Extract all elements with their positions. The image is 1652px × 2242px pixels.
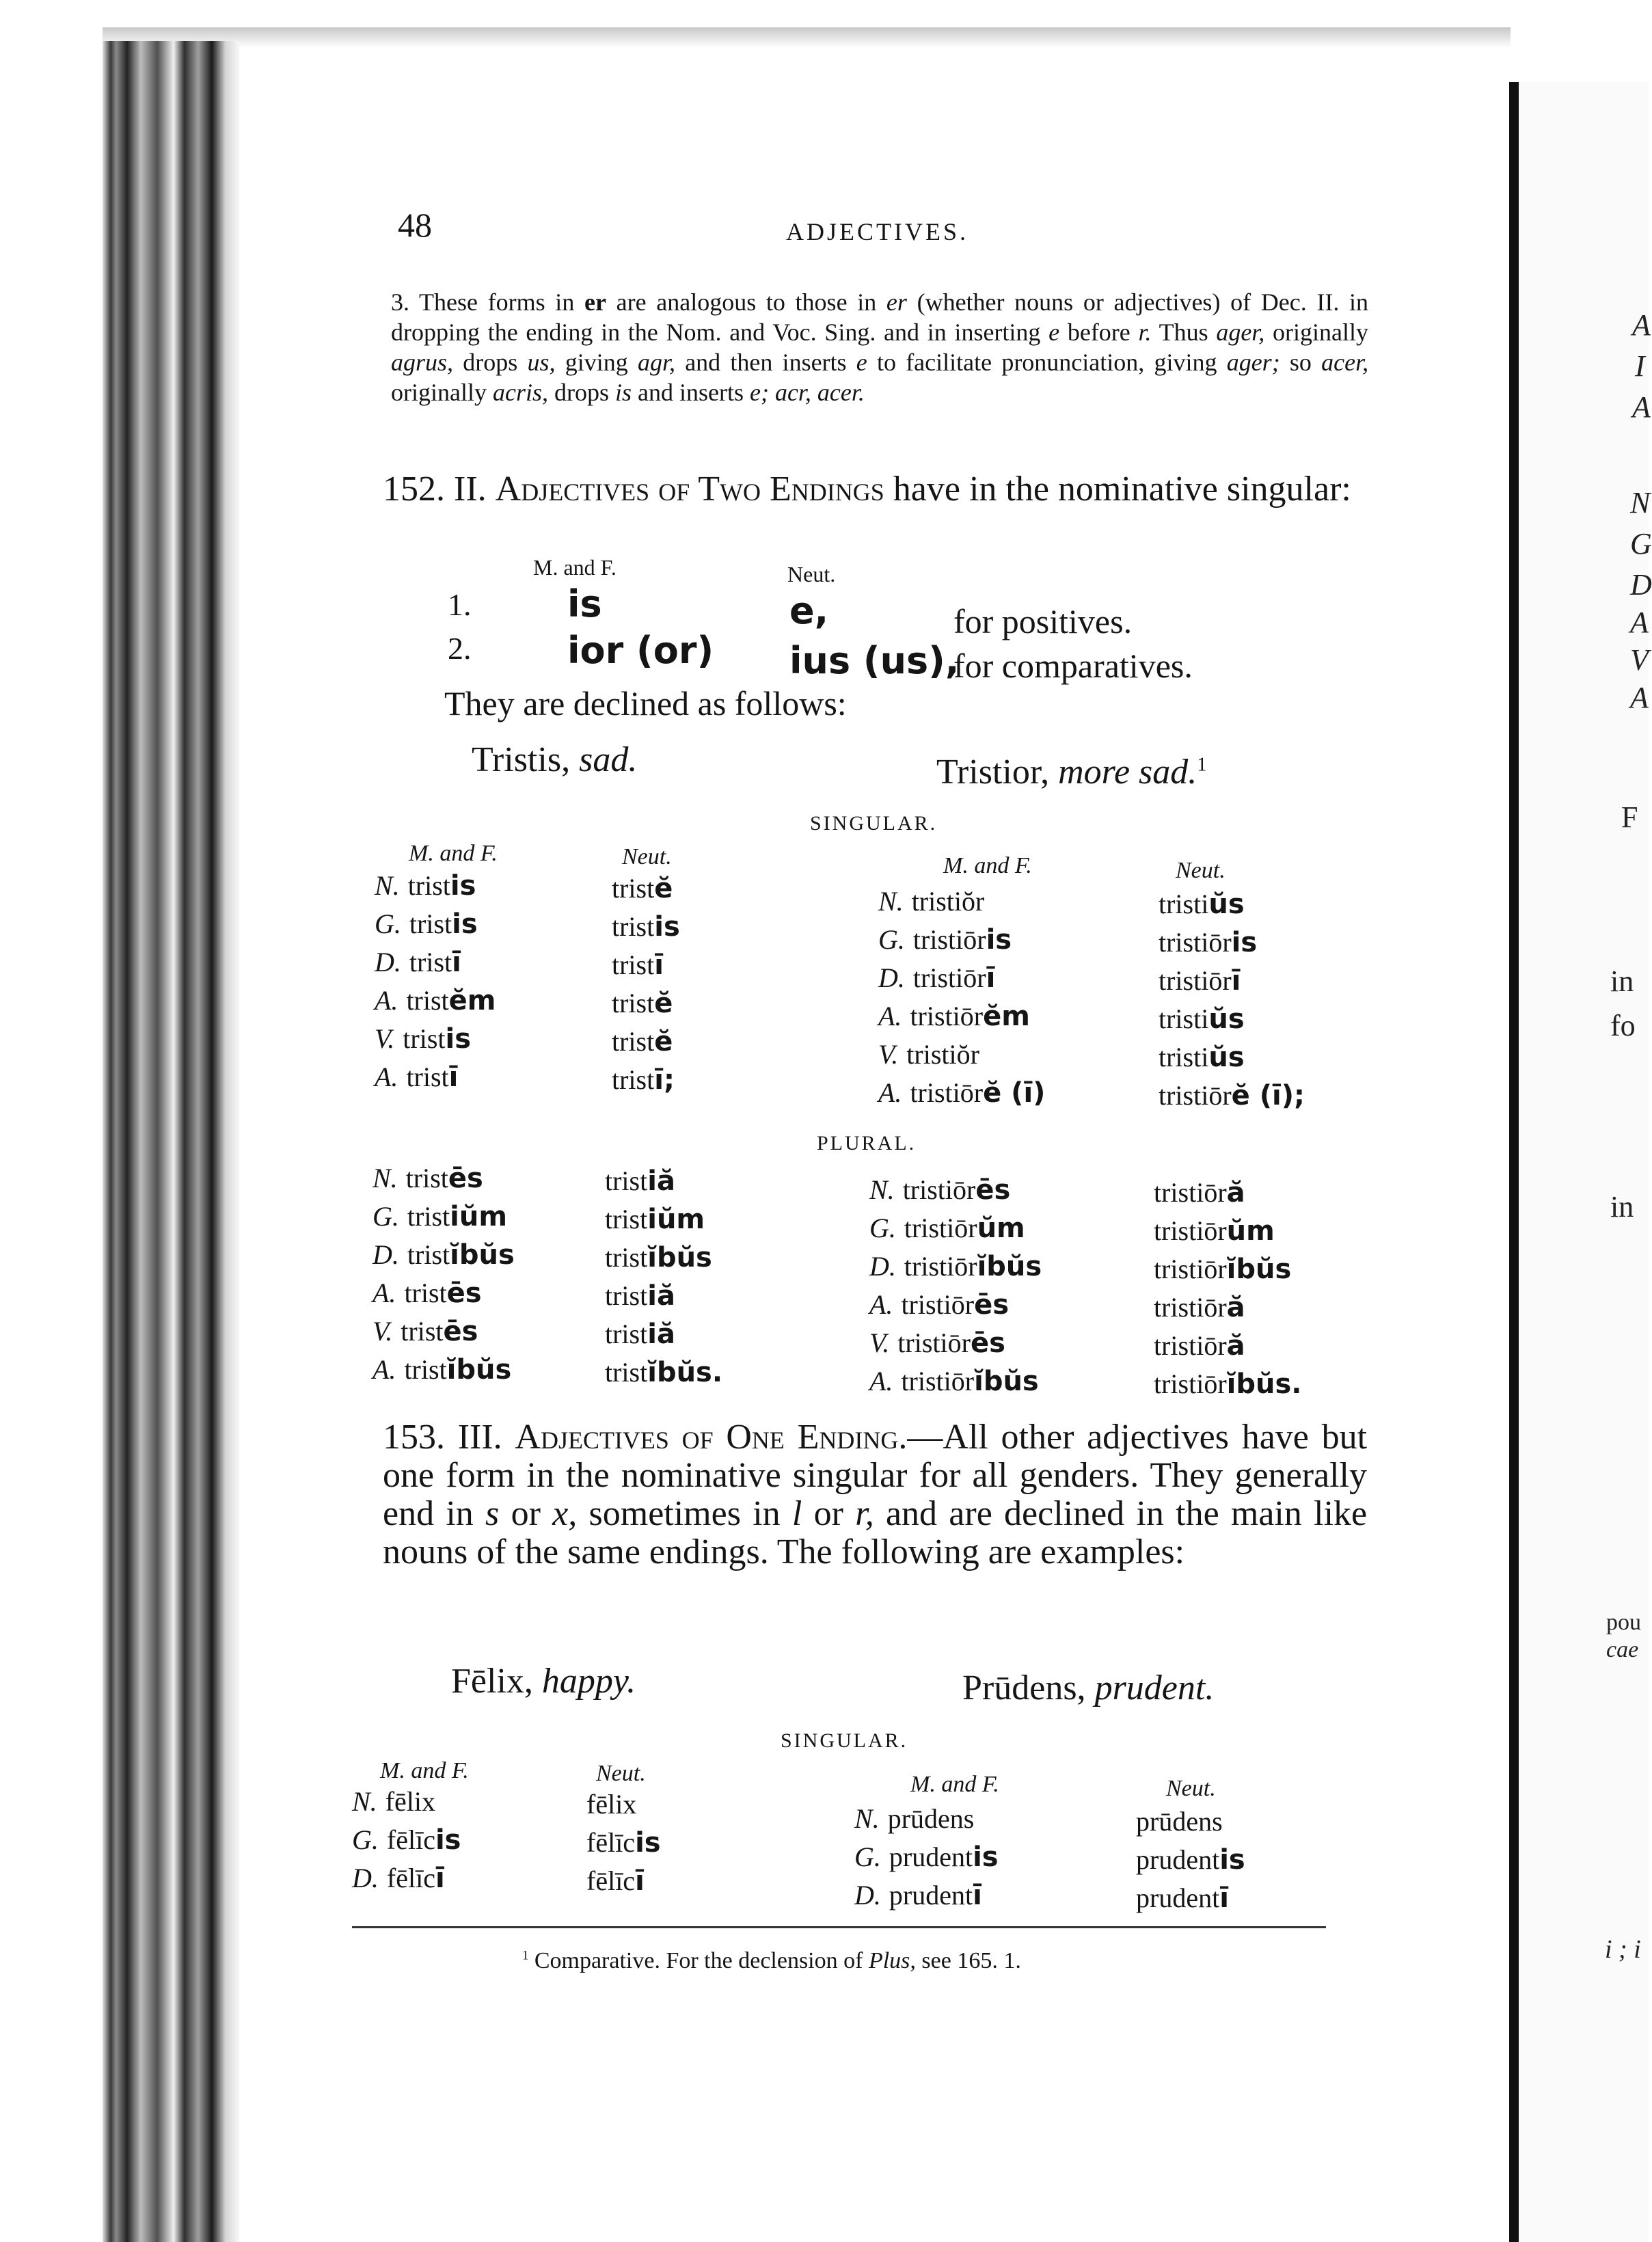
form-stem: tristiōr bbox=[1154, 1215, 1227, 1246]
form-ending: is bbox=[435, 1824, 461, 1856]
declension-form-neut bbox=[612, 1025, 673, 1057]
ending-neut: ius (us), bbox=[789, 639, 960, 682]
facing-page-fragment: V bbox=[1630, 643, 1649, 677]
form-ending: ĭbŭs bbox=[647, 1242, 712, 1273]
form-ending: iă bbox=[647, 1280, 675, 1312]
declension-form-neut bbox=[605, 1241, 712, 1273]
case-label: N. bbox=[375, 870, 400, 901]
book-binding bbox=[103, 41, 239, 2242]
form-stem: trist bbox=[605, 1165, 648, 1196]
form-ending: ēs bbox=[974, 1289, 1010, 1321]
declension-form-mf bbox=[375, 1061, 458, 1093]
form-stem: trist bbox=[407, 1239, 450, 1270]
form-stem: prūdens bbox=[1136, 1806, 1223, 1837]
form-stem: tristiŏr bbox=[911, 886, 985, 917]
declension-form-mf bbox=[352, 1785, 435, 1818]
form-ending: ĕm bbox=[448, 985, 496, 1016]
form-stem: trist bbox=[409, 947, 452, 977]
col-header-neut: Neut. bbox=[622, 844, 672, 869]
form-ending: ī bbox=[1231, 965, 1241, 997]
form-stem: tristi bbox=[1159, 1042, 1209, 1072]
declension-form-neut bbox=[1159, 1079, 1305, 1111]
case-label: D. bbox=[869, 1251, 896, 1282]
facing-page-fragment: in bbox=[1610, 964, 1634, 998]
form-stem: trist bbox=[401, 1316, 444, 1347]
form-stem: trist bbox=[612, 873, 655, 904]
form-ending: is bbox=[1231, 927, 1258, 958]
form-stem: trist bbox=[605, 1357, 648, 1388]
case-label: A. bbox=[869, 1366, 893, 1396]
case-label: A. bbox=[869, 1289, 893, 1320]
form-stem: trist bbox=[605, 1319, 648, 1349]
case-label: A. bbox=[375, 1062, 398, 1092]
form-ending: iŭm bbox=[647, 1204, 705, 1235]
form-ending: iă bbox=[647, 1165, 675, 1197]
form-ending: ĭbŭs bbox=[446, 1354, 512, 1386]
col-header-neut: Neut. bbox=[1166, 1776, 1216, 1801]
facing-page-fragment: cae bbox=[1606, 1637, 1639, 1662]
case-label: G. bbox=[878, 924, 905, 955]
form-stem: fēlīc bbox=[586, 1865, 636, 1896]
declension-form-neut bbox=[612, 910, 680, 943]
form-stem: trist bbox=[404, 1354, 447, 1385]
form-ending: ēs bbox=[970, 1327, 1005, 1359]
declension-form-mf bbox=[373, 1353, 511, 1386]
form-stem: tristiōr bbox=[1154, 1292, 1227, 1323]
declension-form-mf bbox=[373, 1239, 515, 1271]
form-stem: tristiōr bbox=[1154, 1254, 1227, 1284]
declension-form-mf bbox=[878, 923, 1012, 956]
facing-page-fragment: G bbox=[1630, 527, 1652, 560]
form-ending: ĭbŭs bbox=[450, 1239, 515, 1271]
case-label: A. bbox=[878, 1001, 902, 1031]
form-stem: tristi bbox=[1159, 889, 1209, 919]
declension-form-neut bbox=[1154, 1329, 1245, 1362]
form-stem: tristiōr bbox=[1159, 1080, 1232, 1111]
ending-row-number: 2. bbox=[448, 631, 472, 666]
case-label: N. bbox=[854, 1803, 880, 1834]
case-label: V. bbox=[375, 1023, 395, 1054]
form-stem: trist bbox=[409, 908, 452, 939]
form-stem: trist bbox=[406, 1062, 449, 1092]
page-number: 48 bbox=[398, 206, 432, 244]
form-stem: trist bbox=[405, 1163, 448, 1193]
case-label: D. bbox=[352, 1863, 379, 1893]
case-label: N. bbox=[869, 1174, 895, 1205]
form-stem: trist bbox=[407, 1201, 450, 1232]
label-singular: SINGULAR. bbox=[781, 1729, 908, 1752]
example-title-prudens: Prūdens, prudent. bbox=[962, 1669, 1215, 1707]
case-label: A. bbox=[373, 1354, 396, 1385]
form-stem: tristiōr bbox=[1154, 1330, 1227, 1361]
footnote-rule bbox=[352, 1926, 1326, 1928]
case-label: V. bbox=[878, 1039, 899, 1070]
col-header-neut: Neut. bbox=[596, 1761, 646, 1786]
form-ending: ēs bbox=[446, 1278, 482, 1309]
form-ending: ī bbox=[452, 947, 461, 978]
form-ending: is bbox=[450, 870, 476, 902]
declension-form-mf bbox=[878, 1000, 1030, 1032]
form-ending: ŭs bbox=[1208, 1003, 1245, 1035]
ending-mf: is bbox=[567, 582, 602, 625]
declension-form-mf bbox=[375, 908, 478, 940]
case-label: D. bbox=[878, 962, 905, 993]
form-stem: tristiōr bbox=[904, 1213, 977, 1243]
form-stem: tristiōr bbox=[910, 1001, 984, 1031]
running-title: ADJECTIVES. bbox=[786, 218, 969, 245]
form-stem: fēlīc bbox=[386, 1863, 435, 1893]
declension-form-mf bbox=[869, 1365, 1039, 1397]
form-ending: is bbox=[654, 911, 680, 943]
section-152-paragraph: 152. II. Adjectives of Two Endings have in the nominative singular: bbox=[383, 470, 1351, 509]
form-stem: trist bbox=[605, 1242, 648, 1273]
declension-form-mf bbox=[854, 1879, 982, 1911]
form-stem: tristiōr bbox=[1154, 1368, 1227, 1399]
form-stem: tristiōr bbox=[1159, 927, 1232, 958]
form-stem: trist bbox=[612, 1064, 655, 1095]
col-header-mf: M. and F. bbox=[943, 853, 1032, 878]
facing-page-fragment: A bbox=[1630, 606, 1649, 639]
declension-form-neut bbox=[1154, 1368, 1302, 1400]
declined-intro: They are declined as follows: bbox=[444, 684, 847, 722]
case-label: A. bbox=[373, 1278, 396, 1308]
facing-page bbox=[1519, 82, 1649, 2242]
declension-form-neut bbox=[1154, 1215, 1275, 1247]
form-ending: ĭbŭs bbox=[1226, 1254, 1292, 1285]
form-ending: is bbox=[635, 1827, 661, 1859]
form-ending: ă bbox=[1226, 1292, 1245, 1323]
form-ending: is bbox=[1219, 1844, 1245, 1876]
form-ending: ĭbŭs. bbox=[647, 1357, 723, 1388]
case-label: D. bbox=[373, 1239, 399, 1270]
col-header-mf: M. and F. bbox=[409, 841, 498, 866]
form-ending: iŭm bbox=[450, 1201, 507, 1232]
case-label: N. bbox=[373, 1163, 398, 1193]
declension-form-mf bbox=[869, 1174, 1010, 1206]
case-label: G. bbox=[869, 1213, 896, 1243]
facing-page-fragment: pou bbox=[1606, 1610, 1641, 1635]
label-singular: SINGULAR. bbox=[810, 812, 938, 835]
form-ending: ī; bbox=[654, 1064, 675, 1096]
form-ending: ĕ bbox=[654, 873, 673, 904]
form-stem: fēlix bbox=[385, 1786, 435, 1817]
declension-form-neut bbox=[1159, 926, 1257, 958]
form-ending: ŭs bbox=[1208, 1042, 1245, 1073]
declension-form-neut bbox=[612, 949, 664, 981]
declension-form-neut bbox=[1154, 1176, 1245, 1208]
ending-note: for positives. bbox=[953, 602, 1133, 640]
form-ending: ēs bbox=[448, 1163, 483, 1194]
declension-form-mf bbox=[375, 869, 476, 902]
label-plural: PLURAL. bbox=[817, 1132, 917, 1154]
form-ending: ī bbox=[973, 1880, 982, 1911]
form-ending: ī bbox=[448, 1062, 459, 1093]
case-label: V. bbox=[869, 1327, 890, 1358]
form-ending: ŭm bbox=[1226, 1215, 1275, 1247]
facing-page-fragment: fo bbox=[1610, 1009, 1636, 1042]
declension-form-neut bbox=[605, 1356, 722, 1388]
declension-form-mf bbox=[869, 1212, 1025, 1244]
form-stem: prudent bbox=[889, 1841, 973, 1872]
declension-form-mf bbox=[373, 1162, 483, 1194]
form-stem: trist bbox=[612, 949, 655, 980]
case-label: G. bbox=[854, 1841, 881, 1872]
form-stem: fēlīc bbox=[386, 1824, 435, 1855]
declension-form-mf bbox=[878, 962, 995, 994]
declension-form-neut bbox=[1159, 1003, 1245, 1035]
ending-note: for comparatives. bbox=[953, 647, 1193, 685]
declension-form-neut bbox=[1159, 1041, 1245, 1073]
form-stem: trist bbox=[612, 1026, 655, 1057]
form-ending: ĕ bbox=[654, 1026, 673, 1057]
form-ending: ĭbŭs bbox=[974, 1366, 1039, 1397]
facing-page-fragment: in bbox=[1610, 1190, 1634, 1224]
declension-form-mf bbox=[878, 1077, 1045, 1109]
declension-form-neut bbox=[586, 1865, 645, 1897]
declension-form-mf bbox=[373, 1315, 478, 1347]
form-stem: trist bbox=[404, 1278, 447, 1308]
form-stem: fēlix bbox=[586, 1789, 637, 1820]
declension-form-neut bbox=[1136, 1843, 1245, 1876]
declension-form-neut bbox=[612, 987, 673, 1019]
declension-form-neut bbox=[612, 1064, 675, 1096]
case-label: G. bbox=[352, 1824, 379, 1855]
form-ending: ēs bbox=[443, 1316, 478, 1347]
form-stem: fēlīc bbox=[586, 1827, 636, 1858]
case-label: D. bbox=[375, 947, 401, 977]
case-label: N. bbox=[352, 1786, 377, 1817]
form-stem: tristiōr bbox=[1159, 965, 1232, 996]
declension-form-mf bbox=[869, 1288, 1009, 1321]
declension-form-mf bbox=[878, 1038, 979, 1070]
declension-form-mf bbox=[352, 1862, 445, 1894]
declension-form-mf bbox=[869, 1327, 1005, 1359]
example-title-tristior: Tristior, more sad.$^1$ bbox=[936, 753, 1207, 792]
ending-header-mf: M. and F. bbox=[533, 555, 617, 580]
declension-form-neut bbox=[1136, 1882, 1229, 1914]
form-ending: ĕ (ī); bbox=[1231, 1080, 1305, 1111]
form-ending: ĕ bbox=[654, 988, 673, 1019]
form-stem: tristiōr bbox=[901, 1366, 975, 1396]
declension-form-neut bbox=[1136, 1805, 1223, 1837]
declension-form-neut bbox=[586, 1788, 636, 1820]
ending-mf: ior (or) bbox=[567, 629, 714, 672]
form-stem: trist bbox=[605, 1280, 648, 1311]
form-ending: is bbox=[973, 1841, 999, 1873]
form-stem: trist bbox=[612, 988, 655, 1018]
form-ending: ī bbox=[654, 949, 664, 981]
form-ending: ī bbox=[635, 1865, 645, 1897]
form-stem: tristiōr bbox=[910, 1077, 984, 1108]
form-stem: prudent bbox=[1136, 1882, 1220, 1913]
declension-form-neut bbox=[605, 1203, 705, 1235]
facing-page-fragment: I bbox=[1635, 349, 1645, 383]
form-ending: ēs bbox=[975, 1174, 1011, 1206]
form-stem: prudent bbox=[1136, 1844, 1220, 1875]
ending-header-neut: Neut. bbox=[787, 562, 836, 586]
page-shadow bbox=[103, 27, 1511, 48]
form-stem: tristiōr bbox=[912, 962, 986, 993]
case-label: A. bbox=[375, 985, 398, 1016]
declension-form-neut bbox=[605, 1318, 675, 1350]
form-stem: tristiōr bbox=[902, 1174, 976, 1205]
page-edge bbox=[1509, 82, 1519, 2242]
facing-page-fragment: A bbox=[1632, 308, 1651, 342]
case-label: N. bbox=[878, 886, 904, 917]
facing-page-fragment: A bbox=[1632, 390, 1651, 424]
case-label: G. bbox=[375, 908, 401, 939]
form-ending: ĭbŭs bbox=[977, 1251, 1042, 1282]
note-paragraph: 3. These forms in er are analogous to those in er (whether nouns or adjectives) of Dec. II. in dropping the ending in the Nom. and Voc. Sing. and in inserting e before r. Thus ager, originally agrus, drops us, giving agr, and then inserts e to facilitate pronunciation, giving ager; so acer, originally acris, drops is and inserts e; acr, acer. bbox=[391, 288, 1369, 406]
form-stem: tristi bbox=[1159, 1003, 1209, 1034]
form-ending: ŭs bbox=[1208, 889, 1245, 920]
declension-form-neut bbox=[605, 1165, 675, 1197]
facing-page-fragment: A bbox=[1630, 681, 1649, 714]
declension-form-mf bbox=[878, 885, 984, 917]
section-153-paragraph: 153. III. Adjectives of One Ending.—All other adjectives have but one form in the nominative singular for all genders. They generally end in s or x, sometimes in l or r, and are declined in the main like nouns of the same endings. The following are examples: bbox=[383, 1418, 1368, 1571]
form-stem: tristiōr bbox=[904, 1251, 977, 1282]
declension-form-neut bbox=[586, 1826, 661, 1859]
declension-form-mf bbox=[375, 1023, 471, 1055]
declension-form-mf bbox=[869, 1250, 1042, 1282]
form-stem: trist bbox=[605, 1204, 648, 1234]
form-stem: tristiōr bbox=[897, 1327, 971, 1358]
form-stem: prūdens bbox=[887, 1803, 975, 1834]
form-stem: tristiŏr bbox=[906, 1039, 979, 1070]
example-title-felix: Fēlix, happy. bbox=[451, 1662, 636, 1701]
case-label: D. bbox=[854, 1880, 881, 1910]
form-ending: is bbox=[986, 924, 1012, 956]
form-ending: ĭbŭs. bbox=[1226, 1368, 1302, 1400]
form-stem: tristiōr bbox=[912, 924, 986, 955]
footnote: $^1$ Comparative. For the declension of Plus, see 165. 1. bbox=[522, 1948, 1021, 1973]
form-ending: ī bbox=[1219, 1882, 1229, 1914]
facing-page-fragment: i ; i bbox=[1605, 1935, 1641, 1964]
declension-form-neut bbox=[605, 1280, 675, 1312]
declension-form-mf bbox=[854, 1802, 974, 1835]
form-ending: ī bbox=[435, 1863, 445, 1894]
form-ending: ī bbox=[986, 962, 996, 994]
case-label: A. bbox=[878, 1077, 902, 1108]
form-stem: tristiōr bbox=[1154, 1177, 1227, 1208]
form-ending: ĕ (ī) bbox=[983, 1077, 1046, 1109]
declension-form-mf bbox=[373, 1200, 507, 1232]
form-ending: iă bbox=[647, 1319, 675, 1350]
declension-form-mf bbox=[375, 946, 461, 978]
declension-form-mf bbox=[375, 984, 496, 1016]
facing-page-fragment: D bbox=[1630, 568, 1652, 602]
declension-form-neut bbox=[1159, 964, 1241, 997]
form-stem: trist bbox=[407, 870, 450, 901]
form-stem: tristiōr bbox=[901, 1289, 975, 1320]
form-stem: prudent bbox=[889, 1880, 973, 1910]
form-stem: trist bbox=[403, 1023, 446, 1054]
declension-form-neut bbox=[1154, 1291, 1245, 1323]
col-header-mf: M. and F. bbox=[910, 1772, 999, 1797]
declension-form-neut bbox=[1159, 888, 1245, 920]
declension-form-neut bbox=[1154, 1253, 1291, 1285]
form-stem: trist bbox=[406, 985, 449, 1016]
form-ending: is bbox=[445, 1023, 472, 1055]
example-title-tristis: Tristis, sad. bbox=[472, 740, 638, 779]
form-ending: ă bbox=[1226, 1330, 1245, 1362]
case-label: G. bbox=[373, 1201, 399, 1232]
facing-page-fragment: N bbox=[1630, 486, 1651, 519]
col-header-mf: M. and F. bbox=[380, 1758, 469, 1783]
facing-page-fragment: F bbox=[1621, 800, 1638, 834]
form-ending: is bbox=[452, 908, 478, 940]
ending-row-number: 1. bbox=[448, 587, 472, 622]
case-label: V. bbox=[373, 1316, 393, 1347]
ending-neut: e, bbox=[789, 589, 829, 632]
form-ending: ĕm bbox=[983, 1001, 1030, 1032]
form-ending: ă bbox=[1226, 1177, 1245, 1208]
declension-form-mf bbox=[854, 1841, 999, 1873]
declension-form-mf bbox=[352, 1824, 461, 1856]
form-stem: trist bbox=[612, 911, 655, 942]
declension-form-neut bbox=[612, 872, 673, 904]
declension-form-mf bbox=[373, 1277, 482, 1309]
form-ending: ŭm bbox=[977, 1213, 1025, 1244]
col-header-neut: Neut. bbox=[1176, 858, 1226, 883]
